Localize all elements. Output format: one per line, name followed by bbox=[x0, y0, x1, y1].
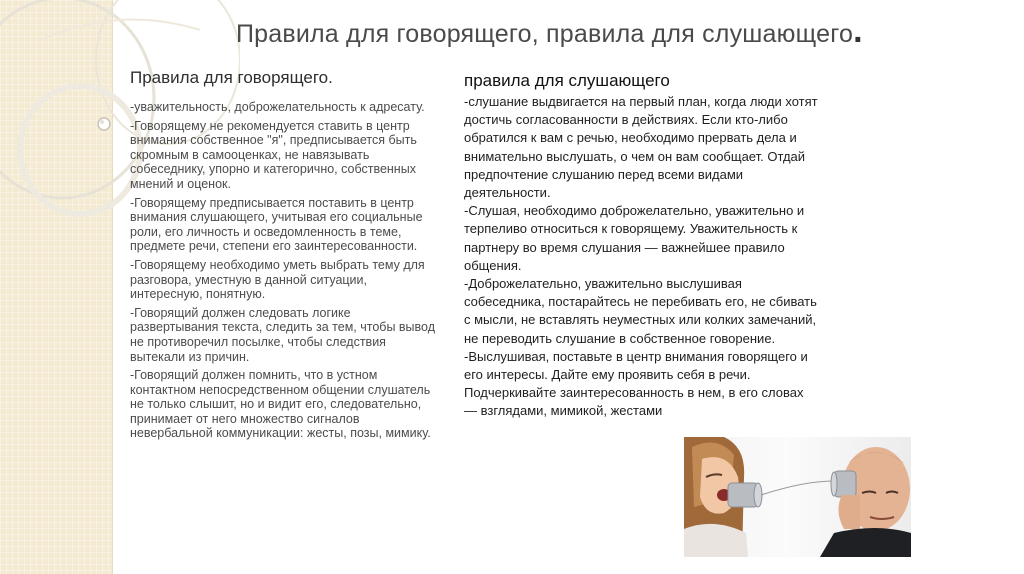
listener-rule-3: -Доброжелательно, уважительно выслушивая собеседника, постарайтесь не перебивать его, не сбивать с мысли, не вставлять неуместных или колких замечаний, не переводить слушание в собственное говорение. bbox=[464, 276, 817, 346]
speaker-rule-5: -Говорящий должен следовать логике развертывания текста, следить за тем, чтобы вывод не противоречил посылке, чтобы следствия вытекали из причин. bbox=[130, 305, 435, 364]
listener-rule-1: -слушание выдвигается на первый план, когда люди хотят достичь согласованности в действиях. Если кто-либо обратился к вам с речью, необходимо прервать дела и внимательно выслушать, о чем он вам сообщает. Отдай предпочтение слушанию перед всеми видами деятельности. bbox=[464, 94, 818, 201]
tin-can-phone-illustration bbox=[684, 437, 911, 557]
tin-can-phone-photo bbox=[684, 437, 911, 557]
slide-title bbox=[236, 12, 996, 51]
slide-title-text: Правила для говорящего, правила для слушающего bbox=[236, 20, 854, 48]
listener-rule-2: -Слушая, необходимо доброжелательно, уважительно и терпеливо относиться к говорящему. Уважительность к партнеру во время слушания — важнейшее правило общения. bbox=[464, 203, 805, 273]
listener-rules-heading: правила для слушающего bbox=[464, 71, 670, 90]
speaker-rule-2: -Говорящему не рекомендуется ставить в центр внимания собственное "я", предписывается быть скромным в самооценках, не навязывать собеседнику, упорно и категорично, собственных мнений и оценок. bbox=[130, 118, 417, 191]
speaker-rule-1: -уважительность, доброжелательность к адресату. bbox=[130, 100, 425, 114]
speaker-rules-heading: Правила для говорящего. bbox=[130, 68, 333, 87]
speaker-rules-column bbox=[130, 68, 440, 445]
listener-rule-4: -Выслушивая, поставьте в центр внимания говорящего и его интересы. Дайте ему проявить себя в речи. Подчеркивайте заинтересованность в нем, в его словах — взглядами, мимикой, жестами bbox=[464, 348, 808, 419]
speaker-rule-6: -Говорящий должен помнить, что в устном контактном непосредственном общении слушатель не только слышит, но и видит его, следовательно, принимает от него множество сигналов невербальной коммуникации: жесты, позы, мимику. bbox=[130, 368, 431, 441]
listener-rules-column bbox=[464, 70, 820, 421]
slide-title-dot: . bbox=[853, 12, 863, 50]
speaker-rule-4: -Говорящему необходимо уметь выбрать тему для разговора, уместную в данной ситуации, интересную, понятную. bbox=[130, 257, 425, 302]
speaker-rule-3: -Говорящему предписывается поставить в центр внимания слушающего, учитывая его социальные роли, его личность и осведомленность в теме, предмете речи, степени его заинтересованности. bbox=[130, 195, 423, 254]
